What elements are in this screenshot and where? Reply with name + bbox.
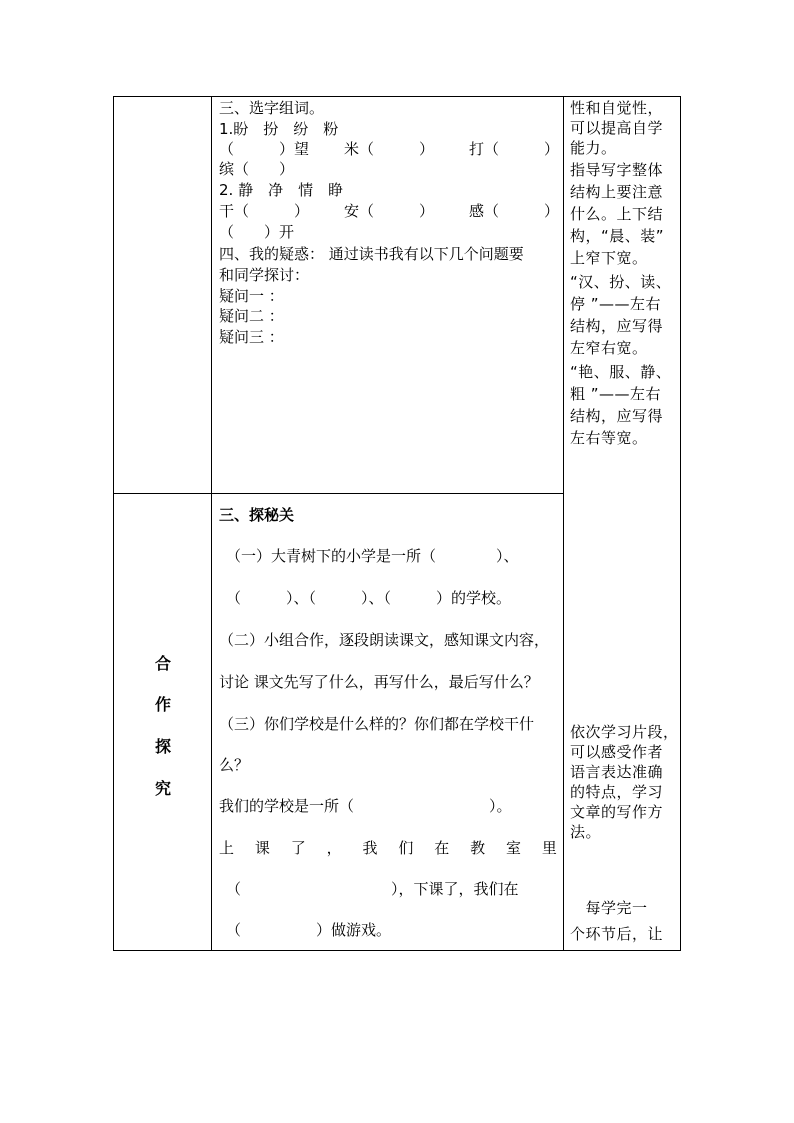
in-class-word: 上 [219,839,235,857]
label-char-4: 究 [154,779,171,798]
note-line: 的特点，学习 [570,783,664,801]
explore-item-2-cont: 讨论 课文先写了什么，再写什么，最后写什么？ [219,673,539,691]
explore-item-3: （三）你们学校是什么样的？你们都在学校干什 [219,715,535,733]
blank-1b: 米（ ） [344,140,435,158]
blank-1d: 缤（ ） [219,160,295,178]
table-bottom-border [113,950,681,951]
note-line: “汉、扮、读、 [570,273,672,291]
note-line: 依次学习片段， [570,723,679,741]
blank-1a: （ ）望 [219,140,310,158]
label-char-2: 作 [154,695,171,714]
section-heading-explore: 三、探秘关 [219,506,295,524]
note-line: 性和自觉性， [570,99,664,117]
note-line: 指导写字整体 [570,161,664,179]
explore-item-1-cont: （ ）、（ ）、（ ）的学校。 [226,589,512,607]
table-left-border [113,96,114,951]
label-char-3: 探 [154,737,171,756]
in-class-word: 在 [434,839,450,857]
word-group-2: 2. 静 净 情 睁 [219,181,344,199]
blank-2c: 感（ ） [469,202,560,220]
question-2: 疑问二 ： [219,307,284,325]
in-class-word: 课 [254,839,270,857]
question-3: 疑问三 ： [219,328,284,346]
in-class-line [219,838,557,858]
row-divider [113,493,564,494]
note-line: 结构上要注意 [570,183,664,201]
games-line: （ ）做游戏。 [226,921,392,939]
blank-2d: （ ）开 [219,223,295,241]
teaching-notes-mid [570,722,679,842]
note-line: 法。 [570,823,602,841]
note-line: 什么。上下结 [570,205,664,223]
note-line: 个环节后，让 [570,925,664,943]
note-line: 构，“晨、装” [570,227,665,245]
note-line: 可以感受作者 [570,743,664,761]
note-line: 每学完一 [570,899,648,917]
in-class-word: 教 [470,839,486,857]
col-divider-1 [211,96,212,951]
in-class-word: 室 [506,839,522,857]
blank-2b: 安（ ） [344,202,435,220]
in-class-word: ， [326,839,342,857]
note-line: 可以提高自学 [570,119,664,137]
note-line: “艳、服、静、 [570,363,672,381]
questions-intro-cont: 和同学探讨： [219,266,310,284]
in-class-word: 里 [541,839,557,857]
note-line: 能力。 [570,139,617,157]
in-class-word: 我 [362,839,378,857]
questions-intro: 四、我的疑惑： 通过读书我有以下几个问题要 [219,245,524,263]
note-line: 语言表达准确 [570,763,664,781]
explore-item-2: （二）小组合作，逐段朗读课文，感知课文内容， [219,631,550,649]
section-heading-select-words: 三、选字组词。 [219,99,325,117]
note-line: 文章的写作方 [570,803,664,821]
label-char-1: 合 [154,654,171,673]
our-school-line: 我们的学校是一所（ ）。 [219,797,512,815]
word-group-1: 1.盼 扮 纷 粉 [219,120,339,138]
table-top-border [113,96,681,97]
note-line: 左右等宽。 [570,429,648,447]
after-class-line: （ ），下课了，我们在 [226,880,519,898]
in-class-word: 们 [398,839,414,857]
table-right-border [680,96,681,951]
explore-item-3-cont: 么？ [219,756,250,774]
explore-item-1: （一）大青树下的小学是一所（ ）、 [226,547,519,565]
note-line: 停 ”——左右 [570,295,662,313]
question-1: 疑问一 ： [219,287,284,305]
note-line: 上窄下宽。 [570,249,648,267]
blank-2a: 干（ ） [219,202,310,220]
note-line: 结构，应写得 [570,317,664,335]
note-line: 结构，应写得 [570,407,664,425]
in-class-word: 了 [290,839,306,857]
blank-1c: 打（ ） [469,140,560,158]
col-divider-2 [563,96,564,951]
note-line: 粗 ”——左右 [570,385,662,403]
teaching-notes-top [570,98,671,448]
teaching-notes-bottom [570,898,663,944]
note-line: 左窄右宽。 [570,339,648,357]
